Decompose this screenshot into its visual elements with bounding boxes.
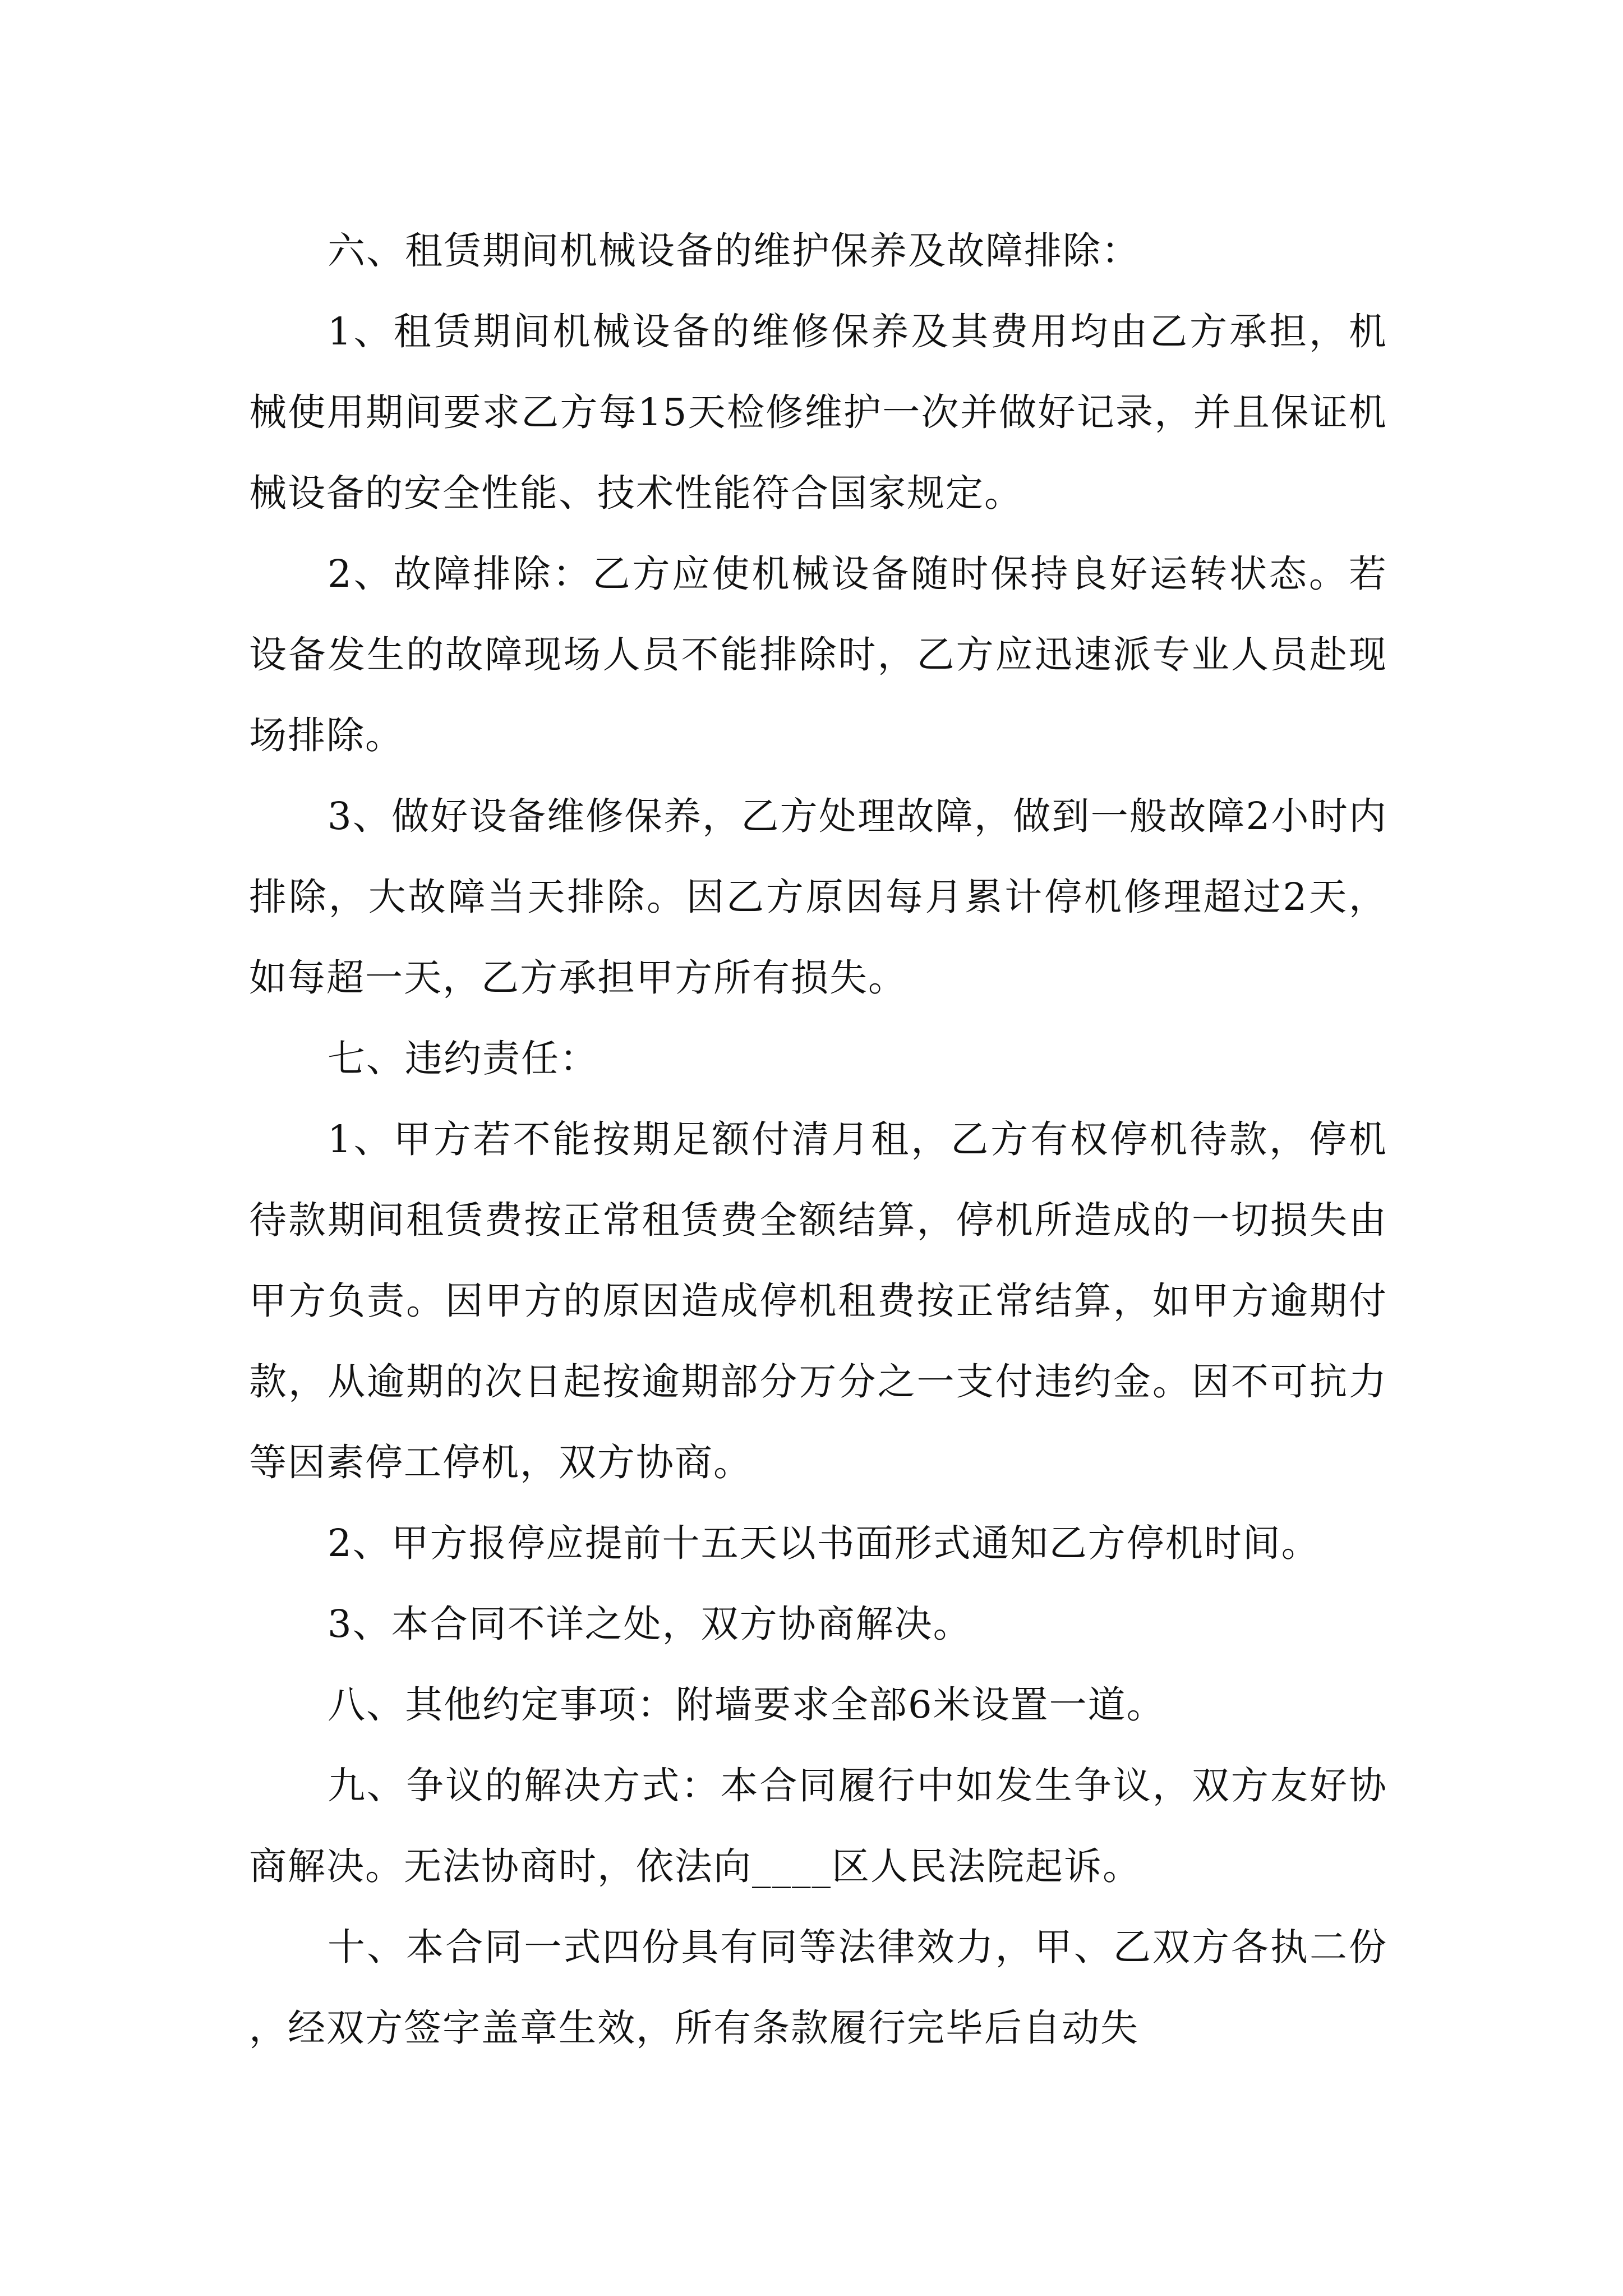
section-6-clause-2: 2、故障排除：乙方应使机械设备随时保持良好运转状态。若设备发生的故障现场人员不能排除时，乙方应迅速派专业人员赴现场排除。 bbox=[249, 552, 1387, 757]
section-6-clause-3: 3、做好设备维修保养，乙方处理故障，做到一般故障2小时内排除，大故障当天排除。因乙方原因每月累计停机修理超过2天，如每超一天，乙方承担甲方所有损失。 bbox=[249, 794, 1387, 1000]
section-6-heading: 六、租赁期间机械设备的维护保养及故障排除： bbox=[328, 229, 1140, 273]
section-8: 八、其他约定事项：附墙要求全部6米设置一道。 bbox=[328, 1683, 1165, 1727]
section-7-clause-1: 1、甲方若不能按期足额付清月租，乙方有权停机待款，停机待款期间租赁费按正常租赁费全额结算，停机所造成的一切损失由甲方负责。因甲方的原因造成停机租费按正常结算，如甲方逾期付款，从逾期的次日起按逾期部分万分之一支付违约金。因不可抗力等因素停工停机，双方协商。 bbox=[249, 1117, 1387, 1484]
document-body bbox=[249, 210, 1387, 2068]
section-7-clause-2: 2、甲方报停应提前十五天以书面形式通知乙方停机时间。 bbox=[328, 1521, 1320, 1565]
section-7-clause-3: 3、本合同不详之处，双方协商解决。 bbox=[328, 1602, 972, 1646]
section-7-heading: 七、违约责任： bbox=[328, 1037, 598, 1080]
section-10: 十、本合同一式四份具有同等法律效力，甲、乙双方各执二份，经双方签字盖章生效，所有条款履行完毕后自动失 bbox=[249, 1925, 1387, 2050]
section-9: 九、争议的解决方式：本合同履行中如发生争议，双方友好协商解决。无法协商时，依法向____区人民法院起诉。 bbox=[249, 1764, 1387, 1888]
section-6-clause-1: 1、租赁期间机械设备的维修保养及其费用均由乙方承担，机械使用期间要求乙方每15天检修维护一次并做好记录，并且保证机械设备的安全性能、技术性能符合国家规定。 bbox=[249, 310, 1387, 515]
